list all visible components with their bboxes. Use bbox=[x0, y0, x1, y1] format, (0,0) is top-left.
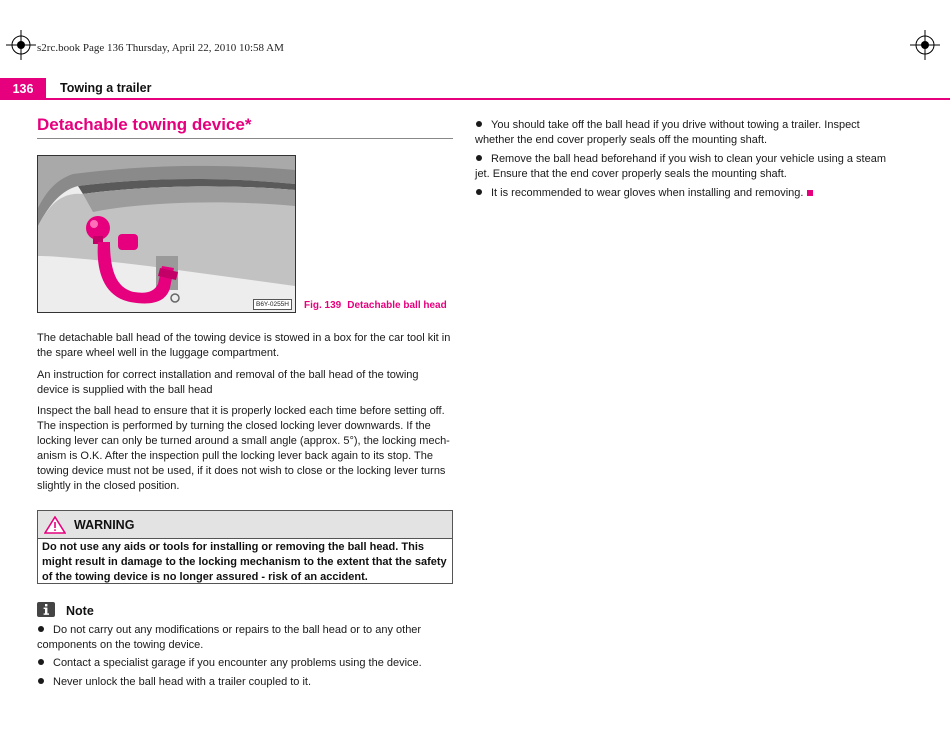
right-list-item: It is recommended to wear gloves when installing and removing. bbox=[475, 186, 891, 201]
print-header: s2rc.book Page 136 Thursday, April 22, 2010 10:58 AM bbox=[37, 42, 284, 54]
warning-box bbox=[37, 510, 453, 584]
running-title: Towing a trailer bbox=[60, 81, 152, 95]
bullet-icon bbox=[38, 626, 44, 632]
figure-caption-text: Detachable ball head bbox=[347, 300, 447, 311]
note-list-item: Do not carry out any modifications or repairs to the ball head or to any other components on the towing device. bbox=[37, 624, 422, 651]
bullet-icon bbox=[38, 659, 44, 665]
paragraph: The detachable ball head of the towing device is stowed in a box for the car tool kit in the spare wheel well in the luggage compartment. bbox=[37, 332, 451, 359]
bullet-icon bbox=[476, 189, 482, 195]
note-list-item: Never unlock the ball head with a trailer coupled to it. bbox=[37, 675, 453, 690]
bullet-icon bbox=[38, 678, 44, 684]
registration-mark-top-left-icon bbox=[6, 30, 36, 60]
figure-caption-number: Fig. 139 bbox=[304, 300, 342, 311]
header-divider bbox=[46, 98, 950, 100]
ball-head-illustration bbox=[38, 156, 295, 312]
figure-ball-head bbox=[37, 155, 296, 313]
section-divider bbox=[37, 138, 453, 139]
page-number: 136 bbox=[0, 78, 46, 100]
note-header bbox=[37, 600, 94, 618]
note-info-icon bbox=[37, 602, 55, 617]
warning-text: Do not use any aids or tools for installing or removing the ball head. This might result in damage to the locking mechanism to the extent that the safety of the towing device is no longer assured - risk of an accident. bbox=[42, 541, 447, 583]
paragraph: Inspect the ball head to ensure that it is properly locked each time before setting off. The inspection is performed by turning the closed locking lever downwards. If the locking lever can only be turned around a small angle (approx. 5°), the locking mech-anism is O.K. After the inspection pull the locking lever back again to its stop. The towing device must not be used, if it does not wish to close or the locking lever turns slightly in the closed position. bbox=[37, 405, 450, 492]
note-list-item: Contact a specialist garage if you encounter any problems using the device. bbox=[37, 656, 453, 671]
figure-caption bbox=[304, 300, 447, 311]
bullet-icon bbox=[476, 121, 482, 127]
right-list-item: You should take off the ball head if you drive without towing a trailer. Inspect whether the end cover properly seals off the mounting shaft. bbox=[475, 119, 860, 146]
note-title: Note bbox=[66, 604, 94, 618]
paragraph: An instruction for correct installation and removal of the ball head of the towing device is supplied with the ball head bbox=[37, 369, 419, 396]
right-list-item: Remove the ball head beforehand if you wish to clean your vehicle using a steam jet. Ensure that the end cover properly seals the mounting shaft. bbox=[475, 153, 887, 180]
registration-mark-top-right-icon bbox=[910, 30, 940, 60]
bullet-icon bbox=[476, 155, 482, 161]
warning-header bbox=[38, 511, 452, 539]
section-end-marker-icon bbox=[807, 190, 813, 196]
warning-title: WARNING bbox=[74, 517, 135, 532]
warning-triangle-icon bbox=[44, 516, 66, 534]
figure-code: B6Y-0255H bbox=[253, 299, 292, 310]
section-title: Detachable towing device* bbox=[37, 115, 252, 134]
